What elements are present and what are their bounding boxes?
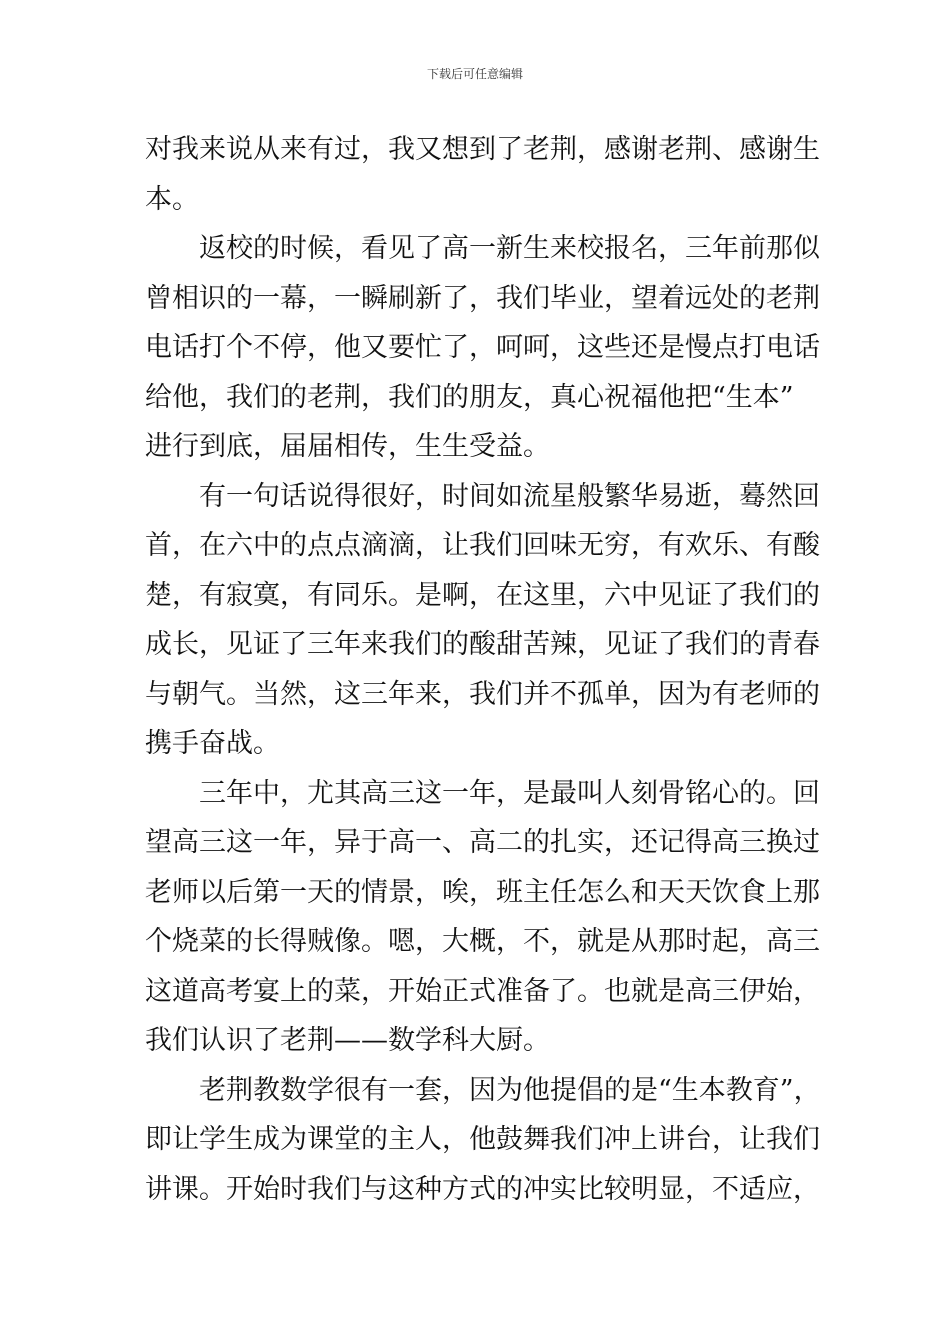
text-line: 望高三这一年，异于高一、高二的扎实，还记得高三换过 bbox=[145, 827, 820, 858]
text-line: 对我来说从来有过，我又想到了老荆，感谢老荆、感谢生 bbox=[145, 134, 820, 165]
text-line: 个烧菜的长得贼像。嗯，大概，不，就是从那时起，高三 bbox=[145, 926, 820, 957]
text-line: 进行到底，届届相传，生生受益。 bbox=[145, 431, 550, 462]
paragraph-start-line: 老荆教数学很有一套，因为他提倡的是“生本教育”， bbox=[199, 1074, 821, 1106]
text-line: 携手奋战。 bbox=[145, 728, 280, 759]
text-line: 首，在六中的点点滴滴，让我们回味无穷，有欢乐、有酸 bbox=[145, 530, 820, 561]
text-line: 我们认识了老荆——数学科大厨。 bbox=[145, 1025, 550, 1056]
page-header-note: 下载后可任意编辑 bbox=[426, 67, 523, 81]
text-line: 楚，有寂寞，有同乐。是啊，在这里，六中见证了我们的 bbox=[145, 579, 820, 611]
text-line: 与朝气。当然，这三年来，我们并不孤单，因为有老师的 bbox=[145, 678, 820, 710]
text-line: 曾相识的一幕，一瞬刷新了，我们毕业，望着远处的老荆 bbox=[145, 282, 820, 314]
paragraph-start-line: 返校的时候，看见了高一新生来校报名，三年前那似 bbox=[199, 233, 820, 264]
text-line: 老师以后第一天的情景，唉，班主任怎么和天天饮食上那 bbox=[145, 876, 820, 908]
text-line: 本。 bbox=[145, 183, 199, 215]
text-line: 讲课。开始时我们与这种方式的冲实比较明显，不适应， bbox=[145, 1173, 820, 1205]
text-line: 即让学生成为课堂的主人，他鼓舞我们冲上讲台，让我们 bbox=[145, 1124, 820, 1155]
text-line: 成长，见证了三年来我们的酸甜苦辣，见证了我们的青春 bbox=[145, 629, 820, 660]
text-line: 给他，我们的老荆，我们的朋友，真心祝福他把“生本” bbox=[145, 381, 794, 413]
paragraph-start-line: 三年中，尤其高三这一年，是最叫人刻骨铭心的。回 bbox=[199, 777, 820, 809]
paragraph-start-line: 有一句话说得很好，时间如流星般繁华易逝，蓦然回 bbox=[199, 480, 820, 512]
text-line: 这道高考宴上的菜，开始正式准备了。也就是高三伊始， bbox=[145, 975, 820, 1007]
text-line: 电话打个不停，他又要忙了，呵呵，这些还是慢点打电话 bbox=[145, 332, 820, 363]
document-body bbox=[145, 125, 821, 1214]
